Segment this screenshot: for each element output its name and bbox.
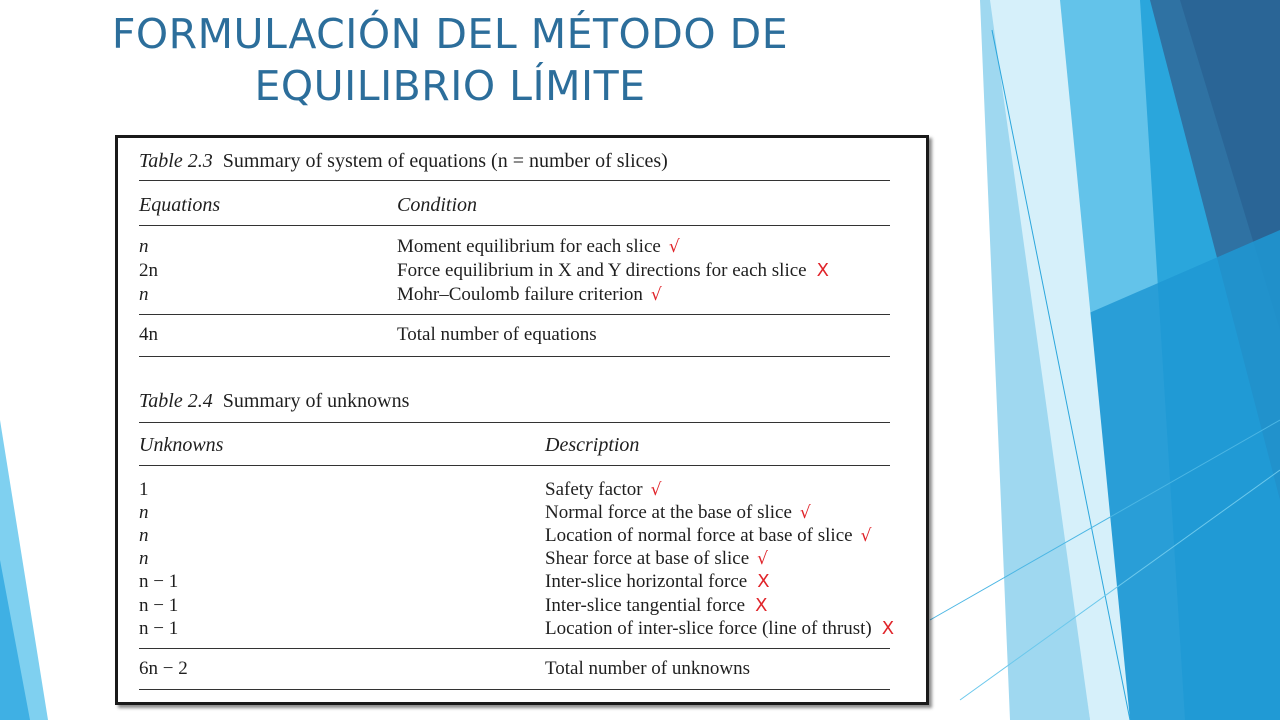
table24-row-count: 1 <box>139 479 149 500</box>
table23-caption-text: Summary of system of equations (n = number of slices) <box>222 150 668 172</box>
table24-row-count: n <box>139 502 149 523</box>
condition-text: Mohr–Coulomb failure criterion <box>397 284 643 305</box>
check-mark-icon: √ <box>650 480 662 500</box>
description-text: Safety factor <box>545 479 643 500</box>
tables-image-panel <box>115 135 929 705</box>
check-mark-icon: √ <box>650 285 662 305</box>
cross-mark-icon: X <box>881 618 895 639</box>
table23-row-count: n <box>139 284 149 305</box>
table23-row-condition <box>397 284 662 306</box>
table24-row-count: n <box>139 525 149 546</box>
cross-mark-icon: X <box>757 571 770 592</box>
table24-row-description <box>545 502 811 524</box>
check-mark-icon: √ <box>860 526 872 546</box>
table23-total-label: Total number of equations <box>397 324 597 345</box>
table23-header-equations: Equations <box>139 194 221 216</box>
table24-header-description: Description <box>545 434 640 456</box>
table24-total-label: Total number of unknowns <box>545 658 751 679</box>
table23-body-rule <box>139 314 890 315</box>
table24-row-description <box>545 525 871 547</box>
table23-header-condition: Condition <box>397 194 478 216</box>
cross-mark-icon: X <box>816 260 829 281</box>
table24-caption-text: Summary of unknowns <box>222 390 410 412</box>
table23-row-condition <box>397 260 829 282</box>
table23-top-rule <box>139 180 890 181</box>
table24-header-rule <box>139 465 890 466</box>
condition-text: Force equilibrium in X and Y directions for each slice <box>397 260 807 281</box>
table24-total-count: 6n − 2 <box>139 658 188 679</box>
description-text: Inter-slice horizontal force <box>545 571 748 592</box>
table24-row-description <box>545 595 767 617</box>
check-mark-icon: √ <box>668 237 680 257</box>
table23-total-count: 4n <box>139 324 158 345</box>
table24-row-count: n − 1 <box>139 595 179 616</box>
check-mark-icon: √ <box>799 503 811 523</box>
table23-bottom-rule <box>139 356 890 357</box>
table24-caption <box>139 390 409 412</box>
table24-row-count: n − 1 <box>139 571 179 592</box>
table24-bottom-rule <box>139 689 890 690</box>
table24-row-count: n − 1 <box>139 618 179 639</box>
table24-top-rule <box>139 422 890 423</box>
table24-header-unknowns: Unknowns <box>139 434 224 456</box>
check-mark-icon: √ <box>757 549 768 569</box>
description-text: Normal force at the base of slice <box>545 502 792 523</box>
table23-header-rule <box>139 225 890 226</box>
table24-row-count: n <box>139 548 149 569</box>
description-text: Location of normal force at base of slice <box>545 525 853 546</box>
table23-row-condition <box>397 236 680 258</box>
table23-caption <box>139 150 668 172</box>
description-text: Inter-slice tangential force <box>545 595 746 616</box>
table24-row-description <box>545 571 770 593</box>
table23-row-count: 2n <box>139 260 158 281</box>
title-line-2: EQUILIBRIO LÍMITE <box>254 62 646 110</box>
description-text: Location of inter-slice force (line of thrust) <box>545 618 872 639</box>
table23-label: Table 2.3 <box>139 150 213 172</box>
table24-body-rule <box>139 648 890 649</box>
slide-title <box>60 8 840 112</box>
table24-label: Table 2.4 <box>139 390 213 412</box>
title-line-1: FORMULACIÓN DEL MÉTODO DE <box>111 10 789 58</box>
condition-text: Moment equilibrium for each slice <box>397 236 661 257</box>
table24-row-description <box>545 618 894 640</box>
cross-mark-icon: X <box>755 595 768 616</box>
description-text: Shear force at base of slice <box>545 548 750 569</box>
table24-row-description <box>545 548 768 570</box>
table23-row-count: n <box>139 236 149 257</box>
table24-row-description <box>545 479 661 501</box>
